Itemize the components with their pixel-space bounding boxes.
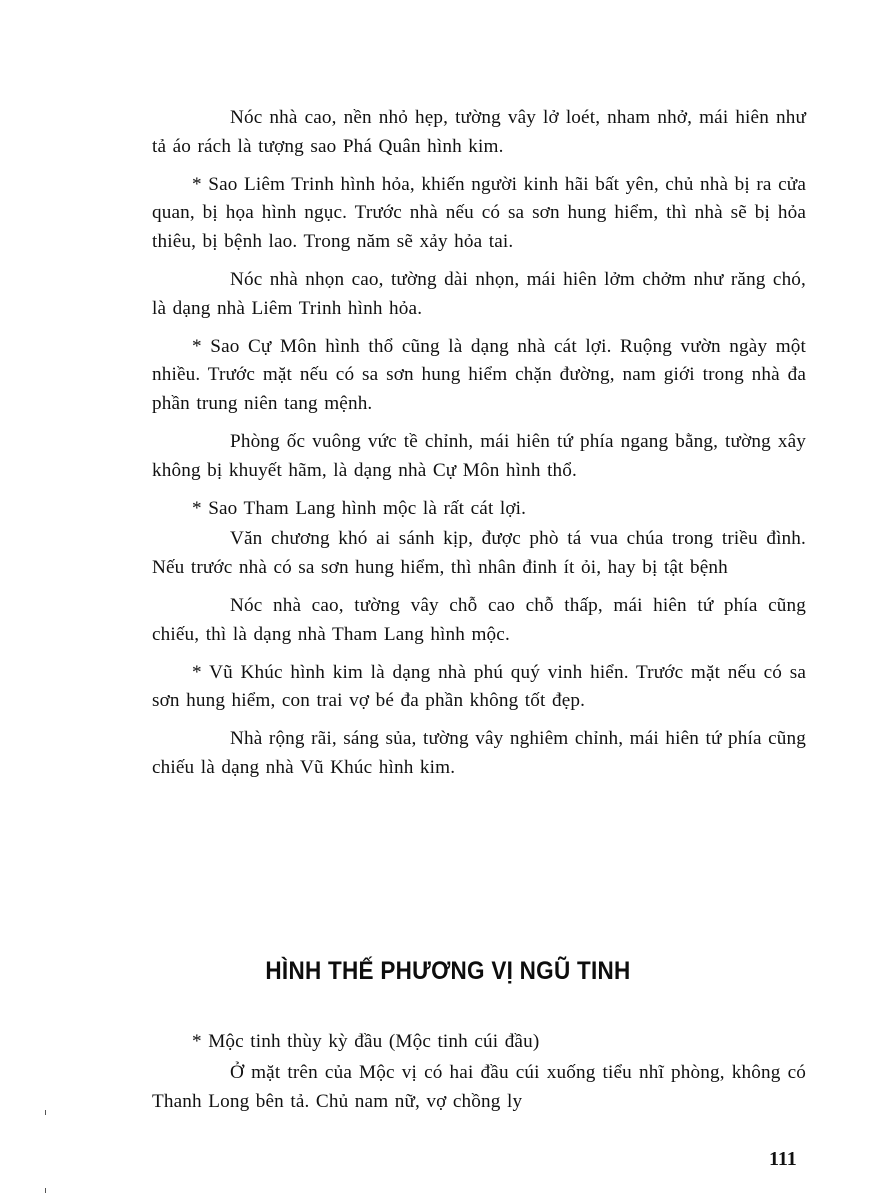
scan-artifact	[45, 1110, 46, 1115]
paragraph-moc-tinh-description: Ở mặt trên của Mộc vị có hai đầu cúi xuống tiểu nhĩ phòng, không có Thanh Long bên tả. Chủ nam nữ, vợ chồng ly	[152, 1061, 806, 1112]
paragraph-tham-lang-star: * Sao Tham Lang hình mộc là rất cát lợi.	[192, 497, 527, 519]
section-body	[152, 1028, 806, 1125]
paragraph-cu-mon-star: * Sao Cự Môn hình thổ cũng là dạng nhà cát lợi. Ruộng vườn ngày một nhiều. Trước mặt nếu có sa sơn hung hiểm chặn đường, nam giới trong nhà đa phần trung niên tang mệnh.	[152, 335, 806, 415]
page-body	[152, 104, 806, 792]
paragraph-cu-mon-description: Phòng ốc vuông vức tề chỉnh, mái hiên tứ phía ngang bằng, tường xây không bị khuyết hãm, là dạng nhà Cự Môn hình thổ.	[152, 430, 806, 481]
paragraph-moc-tinh-heading: * Mộc tinh thùy kỳ đầu (Mộc tinh cúi đầu)	[192, 1031, 540, 1052]
paragraph-pha-quan-description: Nóc nhà cao, nền nhỏ hẹp, tường vây lở loét, nham nhở, mái hiên như tả áo rách là tượng sao Phá Quân hình kim.	[152, 107, 806, 157]
paragraph-vu-khuc-description: Nhà rộng rãi, sáng sủa, tường vây nghiêm chỉnh, mái hiên tứ phía cũng chiếu là dạng nhà Vũ Khúc hình kim.	[152, 728, 806, 778]
paragraph-vu-khuc-star: * Vũ Khúc hình kim là dạng nhà phú quý vinh hiển. Trước mặt nếu có sa sơn hung hiểm, con trai vợ bé đa phần không tốt đẹp.	[152, 661, 806, 712]
section-heading: HÌNH THẾ PHƯƠNG VỊ NGŨ TINH	[265, 957, 631, 985]
paragraph-tham-lang-description: Nóc nhà cao, tường vây chỗ cao chỗ thấp, mái hiên tứ phía cũng chiếu, thì là dạng nhà Tham Lang hình mộc.	[152, 594, 806, 645]
paragraph-liem-trinh-description: Nóc nhà nhọn cao, tường dài nhọn, mái hiên lởm chởm như răng chó, là dạng nhà Liêm Trinh hình hỏa.	[152, 268, 806, 319]
scan-artifact	[45, 1188, 46, 1193]
paragraph-liem-trinh-star: * Sao Liêm Trinh hình hỏa, khiến người kinh hãi bất yên, chủ nhà bị ra cửa quan, bị họa hình ngục. Trước nhà nếu có sa sơn hung hiểm, thì nhà sẽ bị hỏa thiêu, bị bệnh lao. Trong năm sẽ xảy hỏa tai.	[152, 173, 806, 253]
page-number: 111	[769, 1148, 797, 1170]
paragraph-tham-lang-effect: Văn chương khó ai sánh kịp, được phò tá vua chúa trong triều đình. Nếu trước nhà có sa sơn hung hiểm, thì nhân đinh ít ỏi, hay bị tật bệnh	[152, 528, 806, 579]
